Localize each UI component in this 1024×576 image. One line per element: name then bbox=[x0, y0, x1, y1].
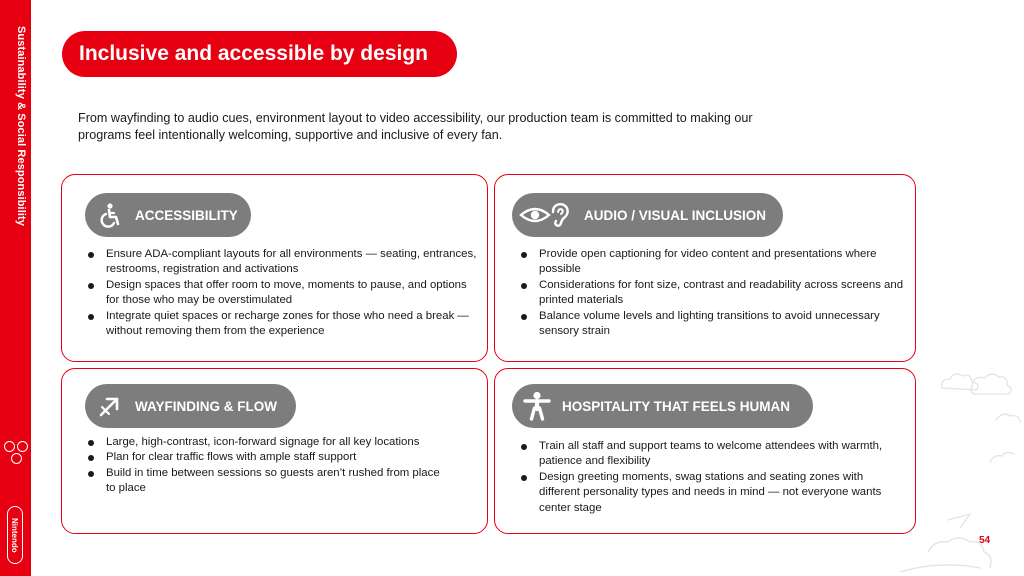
list-item: Provide open captioning for video content and presentations where possible bbox=[517, 247, 907, 278]
intro-text: From wayfinding to audio cues, environment layout to video accessibility, our production team is committed to making our programs feel intentionally welcoming, supportive and inclusive of every fan. bbox=[78, 111, 753, 142]
page-title: Inclusive and accessible by design bbox=[62, 31, 457, 77]
list-item: Train all staff and support teams to welcome attendees with warmth, patience and flexibility bbox=[517, 439, 902, 470]
list-item: Ensure ADA-compliant layouts for all environments — seating, entrances, restrooms, registration and activations bbox=[84, 247, 479, 278]
list-item: Design spaces that offer room to move, moments to pause, and options for those who may be overstimulated bbox=[84, 278, 479, 309]
nintendo-logo: Nintendo bbox=[7, 506, 23, 564]
card-title: HOSPITALITY THAT FEELS HUMAN bbox=[562, 398, 790, 414]
list-item: Plan for clear traffic flows with ample staff support bbox=[84, 450, 444, 465]
card-title: WAYFINDING & FLOW bbox=[135, 398, 277, 414]
list-item: Integrate quiet spaces or recharge zones for those who need a break — without removing them from the experience bbox=[84, 309, 479, 340]
list-item: Large, high-contrast, icon-forward signage for all key locations bbox=[84, 435, 444, 450]
list-item: Balance volume levels and lighting transitions to avoid unnecessary sensory strain bbox=[517, 309, 907, 340]
page-number: 54 bbox=[979, 535, 991, 546]
card-title: ACCESSIBILITY bbox=[135, 207, 238, 223]
section-title: Sustainability & Social Responsibility bbox=[15, 25, 27, 226]
card-title: AUDIO / VISUAL INCLUSION bbox=[584, 207, 767, 223]
list-item: Design greeting moments, swag stations and seating zones with different personality types and needs in mind — not everyone wants center stage bbox=[517, 470, 902, 516]
list-item: Considerations for font size, contrast and readability across screens and printed materials bbox=[517, 278, 907, 309]
list-item: Build in time between sessions so guests aren’t rushed from place to place bbox=[84, 466, 444, 497]
